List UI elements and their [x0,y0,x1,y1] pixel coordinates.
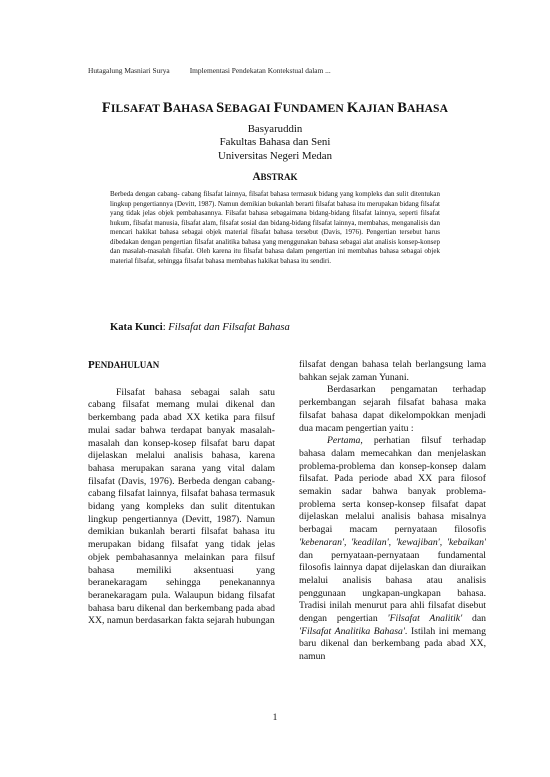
left-column [88,359,275,628]
abstract-text: Berbeda dengan cabang- cabang filsafat lainnya, filsafat bahasa termasuk bidang yang kompleks dan sulit ditentukan lingkup pengertiannya (Devitt, 1987). Namun demikian bukanlah berarti filsafat bahasa itu merupakan bidang filsafat yang tidak jelas objek pembahasannya. Filsafat bahasa sebagaimana bidang-bidang filsafat lainnya, seperti filsafat hukum, filsafat manusia, filsafat alam, filsafat sosial dan bidang-bidang filsafat lainnya, membahas, menganalisis dan mencari hakikat bahasa sebagai objek material filsafat bahasa tersebut (Davis, 1976). Pengertian tersebut harus dibedakan dengan pengertian filsafat analitika bahasa yang menggunakan bahasa sebagai alat analisis konsep-konsep dan masalah-masalah filsafat. Oleh karena itu filsafat bahasa dalam pengertian ini membahas bahasa sebagai objek material filsafat, sehingga filsafat bahasa membahas hakikat bahasa itu sendiri. [110,190,440,265]
header-author: Hutagalung Masniari Surya [88,66,170,75]
author-name: Basyaruddin [247,123,303,135]
body-paragraph: Pertama, perhatian filsuf terhadap bahasa dalam memecahkan dan menjelaskan problema-problema dan konsep-konsep dalam filsafat. Pada periode abad XX para filosof semakin sadar bahwa banyak problema-problema serta konsep-konsep filsafat dapat dijelaskan melalui analisis bahasa misalnya berbagai macam pernyataan filosofis 'kebenaran', 'keadilan', 'kewajiban', 'kebaikan' dan pernyataan-pernyataan fundamental filosofis lainnya dapat dijelaskan dan diuraikan melalui analisis bahasa atau analisis penggunaan ungkapan-ungkapan bahasa. Tradisi inilah menurut para ahli filsafat disebut dengan pengertian 'Filsafat Analitik' dan 'Filsafat Analitika Bahasa'. Istilah ini memang baru dikenal dan berkembang pada abad XX, namun [299,435,486,663]
right-column [299,359,486,664]
page-number: 1 [272,713,278,723]
section-heading: PENDAHULUAN [88,359,160,371]
body-paragraph: Berdasarkan pengamatan terhadap perkembangan sejarah filsafat bahasa maka filsafat bahasa dapat dikelompokkan menjadi dua macam pengertian yaitu : [299,384,486,434]
header-short-title: Implementasi Pendekatan Kontekstual dalam ... [189,66,331,75]
abstract-heading: ABSTRAK [252,171,298,183]
author-university: Universitas Negeri Medan [218,149,332,162]
keywords-label: Kata Kunci [110,322,163,333]
body-paragraph: Filsafat bahasa sebagai salah satu cabang filsafat memang mulai dikenal dan berkembang pada abad XX ketika para filsuf mulai sadar bahwa terdapat banyak masalah-masalah dan konsep-kosep filsafat baru dapat dijelaskan melalui analisis bahasa, karena bahasa merupakan sarana yang vital dalam filsafat (Davis, 1976). Berbeda dengan cabang- cabang filsafat lainnya, filsafat bahasa termasuk bidang yang kompleks dan sulit ditentukan lingkup pengertiannya (Devitt, 1987). Namun demikian bukanlah berarti filsafat bahasa itu merupakan bidang filsafat yang tidak jelas objek pembahasannya melainkan para filsuf bahasa memiliki aksentuasi yang beranekaragam sehingga penekanannya beranekaragam pula. Walaupun bidang filsafat bahasa baru dikenal dan berkembang pada abad XX, namun berdasarkan fakta sejarah hubungan [88,386,275,627]
paper-title: FILSAFAT BAHASA SEBAGAI FUNDAMEN KAJIAN BAHASA [101,100,449,116]
running-header [88,66,331,75]
author-faculty: Fakultas Bahasa dan Seni [219,136,331,149]
body-paragraph: filsafat dengan bahasa telah berlangsung lama bahkan sejak zaman Yunani. [299,359,486,383]
keywords: Kata Kunci: Filsafat dan Filsafat Bahasa [110,322,290,333]
author-affiliation [100,123,450,163]
keywords-value: Filsafat dan Filsafat Bahasa [168,322,290,333]
